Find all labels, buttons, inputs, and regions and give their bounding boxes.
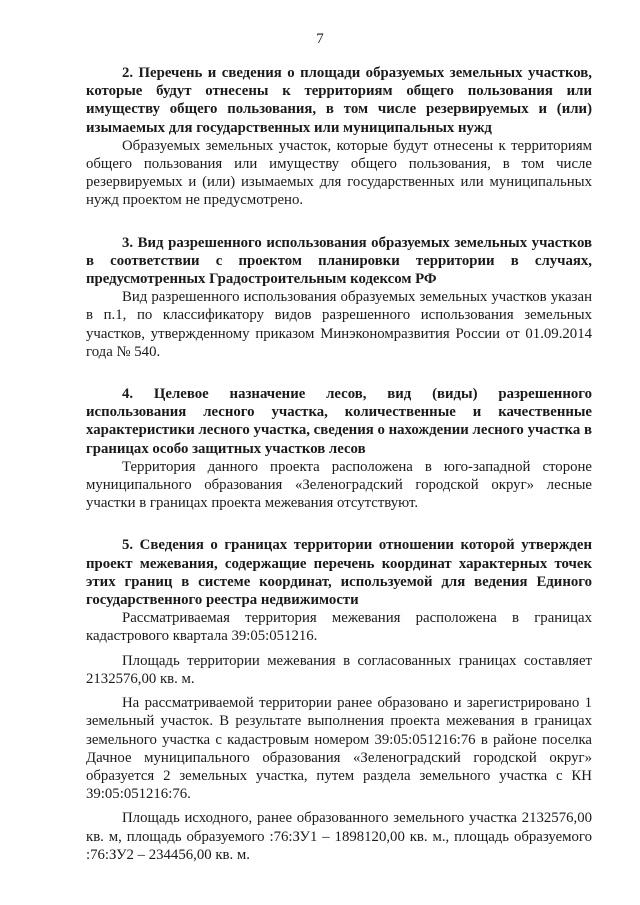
section-heading: 4. Целевое назначение лесов, вид (виды) разрешенного использования лесного участка, количественные и качественные характеристики лесного участка, сведения о нахождении лесного участка в границах особо защитных участков лесов xyxy=(86,386,592,457)
section-paragraph: Площадь исходного, ранее образованного земельного участка 2132576,00 кв. м, площадь образуемого :76:ЗУ1 – 1898120,00 кв. м., площадь образуемого :76:ЗУ2 – 234456,00 кв. м. xyxy=(86,810,592,863)
page-number: 7 xyxy=(316,31,324,47)
section-paragraph: На рассматриваемой территории ранее образовано и зарегистрировано 1 земельный участок. В результате выполнения проекта межевания в границах земельного участка с кадастровым номером 39:05:051216:76 в районе поселка Дачное муниципального образования «Зеленоградский городской округ» образуется 2 земельных участка, путем раздела земельного участка с КН 39:05:051216:76. xyxy=(86,695,592,803)
section-paragraph: Площадь территории межевания в согласованных границах составляет 2132576,00 кв. м. xyxy=(86,652,592,687)
section-5 xyxy=(86,536,592,863)
section-paragraph: Рассматриваемая территория межевания расположена в границах кадастрового квартала 39:05:051216. xyxy=(86,610,592,645)
section-heading: 5. Сведения о границах территории отношении которой утвержден проект межевания, содержащие перечень координат характерных точек этих границ в системе координат, используемой для ведения Единого государственного реестра недвижимости xyxy=(86,537,592,609)
section-2 xyxy=(86,64,592,210)
section-heading: 3. Вид разрешенного использования образуемых земельных участков в соответствии с проектом планировки территории в случаях, предусмотренных Градостроительным кодексом РФ xyxy=(86,234,592,288)
section-heading: 2. Перечень и сведения о площади образуемых земельных участков, которые будут отнесены к территориям общего пользования или имуществу общего пользования, в том числе резервируемых и (или) изымаемых для государственных или муниципальных нужд xyxy=(86,65,592,136)
section-paragraph: Вид разрешенного использования образуемых земельных участков указан в п.1, по классификатору видов разрешенного использования земельных участков, утвержденному приказом Минэкономразвития России от 01.09.2014 года № 540. xyxy=(86,289,592,360)
section-3 xyxy=(86,234,592,361)
section-4 xyxy=(86,385,592,512)
document-body xyxy=(86,64,592,864)
section-paragraph: Территория данного проекта расположена в юго-западной стороне муниципального образования «Зеленоградский городской округ» лесные участки в границах проекта межевания отсутствуют. xyxy=(86,458,592,512)
section-paragraph: Образуемых земельных участок, которые будут отнесены к территориям общего пользования или имуществу общего пользования, в том числе резервируемых и (или) изымаемых для государственных или муниципальных нужд проектом не предусмотрено. xyxy=(86,137,592,209)
